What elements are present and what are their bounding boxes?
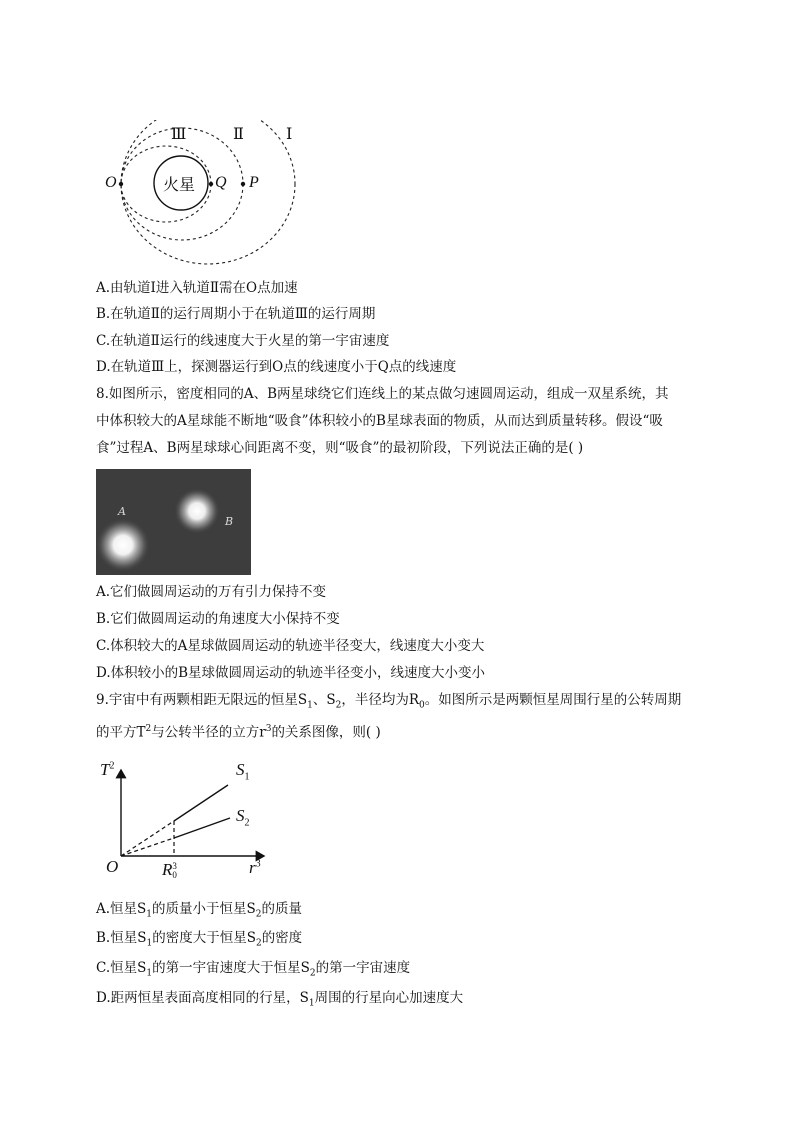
q9-stem-2c: 的关系图像，则( )	[271, 724, 381, 741]
q9-c-pre: C.恒星S	[96, 960, 147, 976]
s2-line	[174, 818, 230, 838]
q8-option-b: B.它们做圆周运动的角速度大小保持不变	[96, 611, 340, 627]
q9-stem-1d: 。如图所示是两颗恒星周围行星的公转周期	[424, 692, 682, 708]
star-A-glow	[96, 518, 150, 572]
label-point-Q: Q	[215, 174, 227, 191]
q9-option-c	[96, 959, 410, 983]
point-P-dot	[241, 182, 245, 186]
q9-b-sub1: 1	[146, 938, 153, 949]
label-orbit-I: Ⅰ	[286, 126, 293, 143]
graph-tick-sup: 3	[172, 861, 177, 872]
q9-d-pre: D.距两恒星表面高度相同的行星，S	[96, 990, 309, 1006]
point-O-dot	[119, 182, 123, 186]
q7-option-c: C.在轨道Ⅱ运行的线速度大于火星的第一宇宙速度	[96, 333, 390, 349]
graph-x-sup: 3	[255, 858, 261, 870]
photo-label-B: B	[225, 515, 234, 528]
graph-x-label	[249, 858, 261, 878]
graph-s1-label	[236, 760, 250, 782]
graph-x-r: r	[249, 858, 256, 877]
graph-tick-R: R	[162, 860, 173, 879]
q9-b-post: 的密度	[261, 930, 303, 946]
q9-d-mid: 周围的行星向心加速度大	[314, 990, 464, 1006]
orbit-I	[121, 120, 295, 264]
q8-stem-line2: 中体积较大的A星球能不断地“吸食”体积较小的B星球表面的物质，从而达到质量转移。假设“吸	[96, 413, 663, 429]
q9-stem-line1	[96, 691, 681, 715]
q8-option-a: A.它们做圆周运动的万有引力保持不变	[96, 584, 327, 600]
graph-s1-sub: 1	[244, 771, 250, 783]
q9-stem-2a: 的平方T	[96, 724, 146, 741]
star-B-glow	[174, 488, 220, 534]
s1-dashed	[121, 821, 174, 856]
q9-stem-1a: 9.宇宙中有两颗相距无限远的恒星S	[96, 692, 308, 708]
s1-line	[174, 785, 228, 821]
graph-s2-sub: 2	[244, 817, 250, 829]
label-orbit-III: Ⅲ	[171, 126, 187, 143]
q9-a-mid: 的质量小于恒星S	[152, 901, 256, 917]
q9-option-d	[96, 989, 463, 1013]
q9-option-a	[96, 900, 302, 924]
q9-stem-2-sup2: 3	[265, 724, 272, 734]
q9-stem-2-sup1: 2	[145, 724, 152, 734]
q9-c-post: 的第一宇宙速度	[315, 960, 411, 976]
q9-a-pre: A.恒星S	[96, 901, 147, 917]
q9-stem-1-sub3: 0	[419, 700, 425, 711]
photo-label-A: A	[118, 505, 126, 518]
graph-origin-label: O	[106, 857, 119, 876]
q9-c-sub2: 2	[309, 968, 316, 979]
q8-option-c: C.体积较大的A星球做圆周运动的轨迹半径变大，线速度大小变大	[96, 638, 485, 654]
q9-b-pre: B.恒星S	[96, 930, 147, 946]
graph-s2-S: S	[236, 806, 245, 825]
q9-a-sub1: 1	[146, 909, 153, 920]
s2-dashed	[121, 838, 174, 856]
q9-stem-line2	[96, 720, 381, 742]
q7-option-a: A.由轨道Ⅰ进入轨道Ⅱ需在O点加速	[96, 280, 298, 296]
graph-s2-label	[236, 806, 250, 828]
point-Q-dot	[209, 182, 213, 186]
label-mars: 火星	[163, 175, 196, 194]
q9-stem-1c: ，半径均为R	[341, 692, 420, 708]
q9-a-post: 的质量	[261, 901, 303, 917]
q9-c-mid: 的第一宇宙速度大于恒星S	[152, 960, 310, 976]
q9-stem-1-sub2: 2	[335, 700, 342, 711]
label-orbit-II: Ⅱ	[233, 126, 244, 143]
q9-stem-1b: 、S	[312, 692, 336, 708]
q8-stem-line1: 8.如图所示，密度相同的A、B两星球绕它们连线上的某点做匀速圆周运动，组成一双星系统，其	[96, 386, 669, 402]
graph-tick-sub: 0	[172, 870, 177, 881]
q8-option-d: D.体积较小的B星球做圆周运动的轨迹半径变小，线速度大小变小	[96, 665, 486, 681]
q9-c-sub1: 1	[146, 968, 153, 979]
label-point-O: O	[105, 174, 117, 191]
q7-option-b: B.在轨道Ⅱ的运行周期小于在轨道Ⅲ的运行周期	[96, 306, 376, 322]
q7-option-d: D.在轨道Ⅲ上，探测器运行到O点的线速度小于Q点的线速度	[96, 359, 457, 375]
q9-stem-2b: 与公转半径的立方r	[151, 724, 266, 741]
q9-b-sub2: 2	[255, 938, 262, 949]
label-point-P: P	[249, 174, 259, 191]
q9-option-b	[96, 929, 302, 953]
q9-d-sub1: 1	[308, 998, 315, 1009]
graph-s1-S: S	[236, 760, 245, 779]
graph-y-T: T	[100, 760, 110, 779]
q9-a-sub2: 2	[255, 909, 262, 920]
q9-b-mid: 的密度大于恒星S	[152, 930, 256, 946]
q9-stem-1-sub1: 1	[307, 700, 313, 711]
binary-star-photo	[96, 469, 251, 575]
q8-stem-line3: 食”过程A、B两星球球心间距离不变，则“吸食”的最初阶段，下列说法正确的是( )	[96, 440, 584, 456]
graph-y-label	[100, 760, 114, 780]
graph-y-sup: 2	[109, 760, 115, 772]
graph-tick-r0	[162, 860, 177, 880]
